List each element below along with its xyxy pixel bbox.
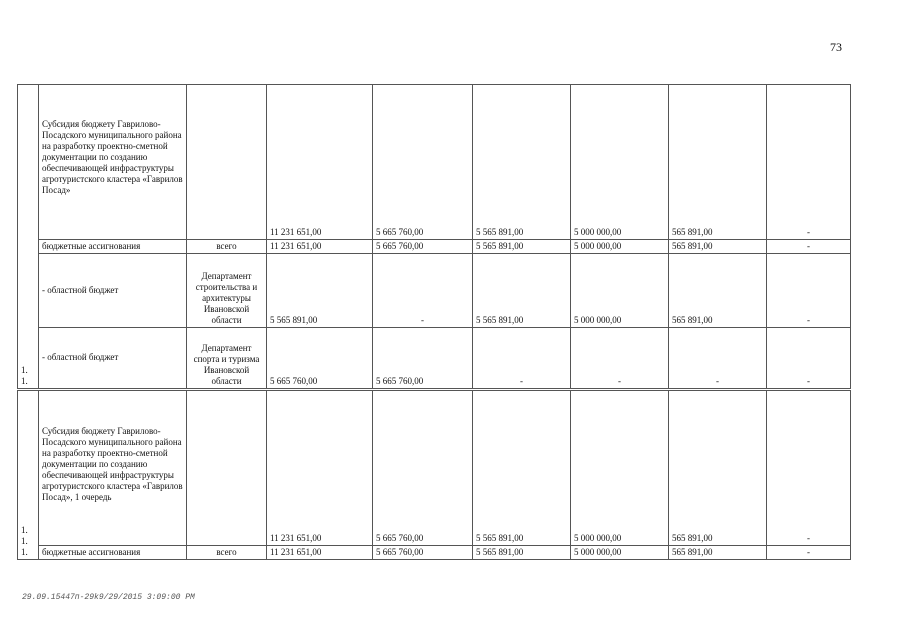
- value-cell: 565 891,00: [669, 391, 767, 546]
- org-cell: [187, 391, 267, 546]
- org-cell: всего: [187, 546, 267, 560]
- value-cell: 5 000 000,00: [571, 240, 669, 254]
- footer-stamp: 29.09.15447п-29k9/29/2015 3:09:00 PM: [22, 593, 195, 602]
- value-cell: 11 231 651,00: [267, 391, 373, 546]
- table-row: [18, 328, 851, 389]
- value-cell: -: [571, 328, 669, 389]
- value-cell: 5 565 891,00: [473, 254, 571, 328]
- value-cell: 5 565 891,00: [473, 240, 571, 254]
- value-cell: -: [767, 546, 851, 560]
- subsidy-title: Субсидия бюджету Гаврилово-Посадского муниципального района на разработку проектно-сметной документации по созданию обеспечивающей инфраструктуры агротуристского кластера «Гаврилов Посад»: [39, 85, 187, 240]
- table-row: [18, 391, 851, 546]
- value-cell: 5 665 760,00: [373, 328, 473, 389]
- table-row: [18, 240, 851, 254]
- value-cell: 565 891,00: [669, 85, 767, 240]
- table-row: [18, 85, 851, 240]
- value-cell: -: [767, 328, 851, 389]
- value-cell: 5 665 760,00: [373, 240, 473, 254]
- value-cell: 5 665 760,00: [373, 85, 473, 240]
- value-cell: -: [373, 254, 473, 328]
- value-cell: -: [473, 328, 571, 389]
- value-cell: 565 891,00: [669, 546, 767, 560]
- table-row: [18, 546, 851, 560]
- value-cell: -: [767, 240, 851, 254]
- value-cell: -: [767, 254, 851, 328]
- budget-source-label: - областной бюджет: [39, 328, 187, 389]
- row-code: 1. 1. 1.: [18, 391, 39, 560]
- value-cell: 11 231 651,00: [267, 546, 373, 560]
- value-cell: 5 665 760,00: [373, 546, 473, 560]
- value-cell: 11 231 651,00: [267, 85, 373, 240]
- value-cell: 5 665 760,00: [267, 328, 373, 389]
- value-cell: 565 891,00: [669, 254, 767, 328]
- value-cell: -: [669, 328, 767, 389]
- value-cell: 565 891,00: [669, 240, 767, 254]
- value-cell: 5 565 891,00: [473, 85, 571, 240]
- row-code: 1. 1.: [18, 85, 39, 389]
- org-cell: [187, 85, 267, 240]
- value-cell: 5 000 000,00: [571, 391, 669, 546]
- budget-source-label: - областной бюджет: [39, 254, 187, 328]
- value-cell: 5 000 000,00: [571, 546, 669, 560]
- value-cell: 5 000 000,00: [571, 85, 669, 240]
- budget-table: [17, 84, 851, 560]
- value-cell: 5 565 891,00: [267, 254, 373, 328]
- allocation-label: бюджетные ассигнования: [39, 546, 187, 560]
- value-cell: 5 565 891,00: [473, 546, 571, 560]
- value-cell: 5 000 000,00: [571, 254, 669, 328]
- value-cell: 5 665 760,00: [373, 391, 473, 546]
- org-cell: Департамент строительства и архитектуры Ивановской области: [187, 254, 267, 328]
- org-cell: Департамент спорта и туризма Ивановской области: [187, 328, 267, 389]
- table-row: [18, 254, 851, 328]
- subsidy-title: Субсидия бюджету Гаврилово-Посадского муниципального района на разработку проектно-сметной документации по созданию обеспечивающей инфраструктуры агротуристского кластера «Гаврилов Посад», 1 очередь: [39, 391, 187, 546]
- value-cell: -: [767, 85, 851, 240]
- allocation-label: бюджетные ассигнования: [39, 240, 187, 254]
- value-cell: 5 565 891,00: [473, 391, 571, 546]
- org-cell: всего: [187, 240, 267, 254]
- value-cell: -: [767, 391, 851, 546]
- page-number: 73: [830, 40, 842, 54]
- value-cell: 11 231 651,00: [267, 240, 373, 254]
